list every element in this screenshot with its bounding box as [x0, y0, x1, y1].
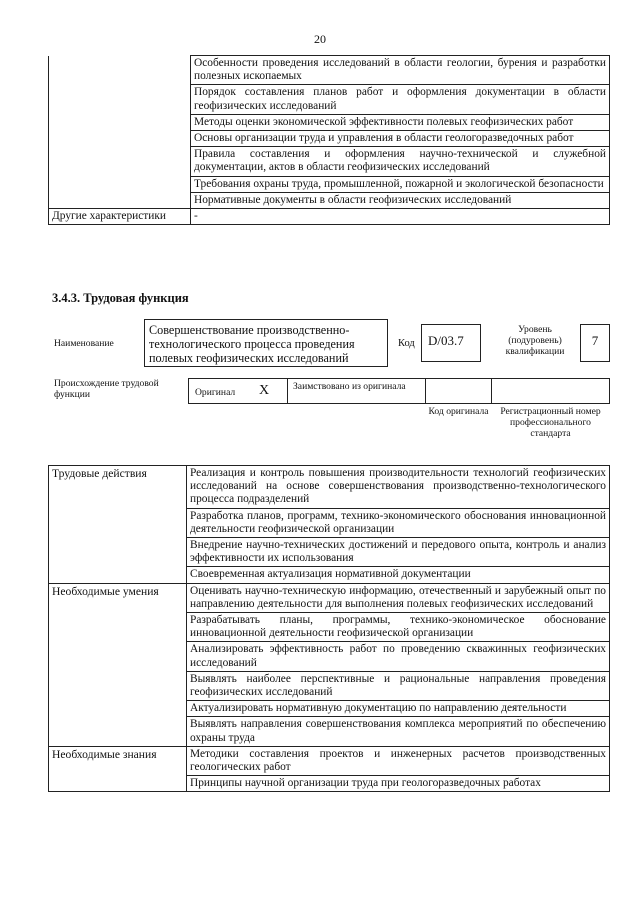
other-characteristics-label: Другие характеристики: [49, 209, 191, 225]
knowledge-continuation-table: [48, 55, 610, 225]
other-characteristics-value: -: [191, 209, 610, 225]
knowledge-item: Методики составления проектов и инженерных расчетов производственных геологических работ: [187, 746, 610, 775]
knowledge-item: Особенности проведения исследований в области геологии, бурения и разработки полезных ископаемых: [191, 56, 610, 85]
knowledge-item: Принципы научной организации труда при геологоразведочных работах: [187, 776, 610, 792]
page-number: 20: [314, 32, 326, 46]
labor-action-item: Разработка планов, программ, технико-экономического обоснования инновационной деятельности геофизической организации: [187, 508, 610, 537]
reg-number-label: Регистрационный номер профессионального стандарта: [500, 406, 601, 439]
knowledge-item: Методы оценки экономической эффективности полевых геофизических работ: [191, 114, 610, 130]
function-name-box: [144, 319, 388, 367]
empty-label-cell: [49, 56, 191, 209]
original-cell: [188, 378, 288, 404]
borrowed-cell: [287, 378, 426, 404]
orig-code-label: Код оригинала: [428, 406, 489, 417]
level-value: 7: [591, 333, 599, 348]
knowledge-label: Необходимые знания: [49, 746, 187, 792]
skills-label: Необходимые умения: [49, 583, 187, 746]
origin-label: Происхождение трудовой функции: [54, 378, 159, 400]
skill-item: Выявлять направления совершенствования комплекса мероприятий по обеспечению охраны труда: [187, 717, 610, 746]
labor-actions-label: Трудовые действия: [49, 466, 187, 584]
skill-item: Анализировать эффективность работ по проведению скважинных геофизических исследований: [187, 642, 610, 671]
labor-action-item: Своевременная актуализация нормативной документации: [187, 567, 610, 583]
name-label: Наименование: [54, 338, 114, 349]
labor-function-table: [48, 465, 610, 792]
reg-number-cell: [491, 378, 610, 404]
labor-action-item: Внедрение научно-технических достижений и передового опыта, контроль и анализ эффективности их использования: [187, 538, 610, 567]
level-box: [580, 324, 610, 362]
knowledge-item: Требования охраны труда, промышленной, пожарной и экологической безопасности: [191, 176, 610, 192]
level-label: Уровень (подуровень) квалификации: [505, 324, 565, 357]
knowledge-item: Нормативные документы в области геофизических исследований: [191, 192, 610, 208]
labor-action-item: Реализация и контроль повышения производительности технологий геофизических исследований на основе совершенствования производственно-технологического процесса подразделений: [187, 466, 610, 509]
knowledge-item: Правила составления и оформления научно-технической и служебной документации, актов в области геофизических исследований: [191, 147, 610, 176]
knowledge-item: Порядок составления планов работ и оформления документации в области геофизических исследований: [191, 85, 610, 114]
skill-item: Оценивать научно-техническую информацию, отечественный и зарубежный опыт по направлению деятельности для выполнения полевых геофизических исследований: [187, 583, 610, 612]
orig-code-cell: [425, 378, 492, 404]
code-box: [421, 324, 481, 362]
borrowed-label: Заимствовано из оригинала: [293, 381, 406, 392]
code-label: Код: [398, 338, 415, 349]
original-label: Оригинал: [195, 387, 236, 398]
skill-item: Актуализировать нормативную документацию по направлению деятельности: [187, 701, 610, 717]
skill-item: Разрабатывать планы, программы, технико-экономическое обоснование инновационной деятельности геофизической организации: [187, 613, 610, 642]
section-heading: 3.4.3. Трудовая функция: [52, 291, 189, 305]
original-mark: X: [259, 383, 270, 398]
code-value: D/03.7: [428, 333, 464, 348]
knowledge-item: Основы организации труда и управления в области геологоразведочных работ: [191, 131, 610, 147]
function-name-value: Совершенствование производственно-технологического процесса проведения полевых геофизических исследований: [149, 323, 355, 365]
skill-item: Выявлять наиболее перспективные и рациональные направления проведения геофизических исследований: [187, 671, 610, 700]
